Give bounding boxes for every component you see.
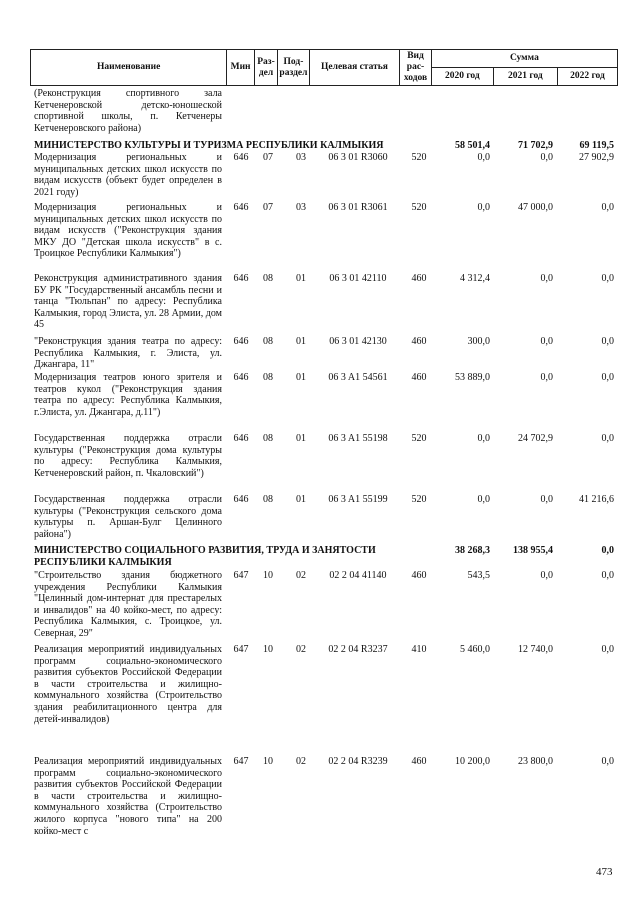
page-number: 473	[596, 866, 613, 878]
row-celevaya: 02 2 04 41140	[329, 570, 387, 581]
row-name: "Строительство здания бюджетного учреждения Республики Калмыкия "Целинный дом-интернат для престарелых и инвалидов" на 40 койко-мест, по адресу: Республика Калмыкия, с. Троицкое, ул. Северная, 29"	[34, 570, 222, 639]
row-min: 646	[233, 202, 249, 213]
row-vid: 520	[411, 494, 427, 505]
row-vid: 460	[411, 372, 427, 383]
row-podrazdel: 01	[296, 372, 306, 383]
row-min: 646	[233, 372, 249, 383]
row-min: 647	[233, 756, 249, 767]
row-name: Реализация мероприятий индивидуальных программ социально-экономического развития субъектов Российской Федерации в части строительства и жилищно-коммунального хозяйства (Строительство жилого корпуса "нового типа" на 200 койко-мест с	[34, 756, 222, 837]
row-celevaya: 06 3 01 42110	[329, 273, 387, 284]
sum-2020: 0,0	[477, 494, 490, 505]
row-name: Модернизация театров юного зрителя и театров кукол ("Реконструкция здания театра по адресу: Республика Калмыкия, г.Элиста, ул. Джангара, д.11")	[34, 372, 222, 418]
sum-2022: 0,0	[601, 202, 614, 213]
sum-2022: 41 216,6	[579, 494, 614, 505]
row-celevaya: 06 3 01 R3061	[328, 202, 388, 213]
row-podrazdel: 03	[296, 202, 306, 213]
sum-2022: 0,0	[601, 570, 614, 581]
row-vid: 520	[411, 152, 427, 163]
section-name: МИНИСТЕРСТВО СОЦИАЛЬНОГО РАЗВИТИЯ, ТРУДА И ЗАНЯТОСТИ РЕСПУБЛИКИ КАЛМЫКИЯ	[34, 545, 376, 568]
row-razdel: 08	[263, 372, 273, 383]
row-name: Государственная поддержка отрасли культуры ("Реконструкция дома культуры по адресу: Республика Калмыкия, Кетченеровский район, п. Чкаловский")	[34, 433, 222, 479]
sum-2021: 0,0	[540, 372, 553, 383]
row-vid: 460	[411, 336, 427, 347]
sum-2022: 0,0	[601, 372, 614, 383]
header-min: Мин	[227, 50, 254, 86]
sum-2020: 543,5	[467, 570, 490, 581]
section-name: МИНИСТЕРСТВО КУЛЬТУРЫ И ТУРИЗМА РЕСПУБЛИКИ КАЛМЫКИЯ	[34, 140, 384, 151]
row-razdel: 07	[263, 202, 273, 213]
sum-2021: 0,0	[540, 336, 553, 347]
row-podrazdel: 02	[296, 756, 306, 767]
header-2022: 2022 год	[557, 68, 617, 86]
row-podrazdel: 01	[296, 273, 306, 284]
header-summa: Сумма	[431, 50, 617, 68]
sum-2020: 0,0	[477, 152, 490, 163]
sum-2021: 0,0	[540, 152, 553, 163]
row-celevaya: 02 2 04 R3237	[328, 644, 388, 655]
row-podrazdel: 03	[296, 152, 306, 163]
row-vid: 460	[411, 570, 427, 581]
row-podrazdel: 01	[296, 336, 306, 347]
row-name: Реализация мероприятий индивидуальных программ социально-экономического развития субъектов Российской Федерации в части строительства и жилищно-коммунального хозяйства (Строительство здания реабилитационного центра для детей-инвалидов)	[34, 644, 222, 725]
row-celevaya: 06 3 01 R3060	[328, 152, 388, 163]
sum-2020: 5 460,0	[460, 644, 490, 655]
row-razdel: 07	[263, 152, 273, 163]
sum-2021: 0,0	[540, 494, 553, 505]
row-min: 647	[233, 644, 249, 655]
sum-2022: 69 119,5	[579, 140, 614, 151]
sum-2022: 0,0	[601, 336, 614, 347]
row-name: "Реконструкция здания театра по адресу: Республика Калмыкия, г. Элиста, ул. Джангара, 11"	[34, 336, 222, 371]
row-name: Государственная поддержка отрасли культуры ("Реконструкция сельского дома культуры п. Аршан-Булг Целинного района")	[34, 494, 222, 540]
row-min: 646	[233, 433, 249, 444]
row-celevaya: 06 3 01 42130	[329, 336, 387, 347]
row-min: 647	[233, 570, 249, 581]
row-razdel: 08	[263, 273, 273, 284]
row-vid: 520	[411, 202, 427, 213]
row-min: 646	[233, 336, 249, 347]
header-celevaya: Целевая статья	[309, 50, 400, 86]
sum-2021: 12 740,0	[518, 644, 553, 655]
row-min: 646	[233, 494, 249, 505]
row-name: Модернизация региональных и муниципальных детских школ искусств по видам искусств (объект будет определен в 2021 году)	[34, 152, 222, 198]
sum-2022: 0,0	[601, 545, 614, 556]
row-podrazdel: 01	[296, 494, 306, 505]
sum-2021: 0,0	[540, 570, 553, 581]
sum-2020: 0,0	[477, 202, 490, 213]
header-podrazdel: Под-раздел	[278, 50, 310, 86]
row-razdel: 08	[263, 494, 273, 505]
sum-2021: 23 800,0	[518, 756, 553, 767]
header-2020: 2020 год	[431, 68, 493, 86]
sum-2021: 24 702,9	[518, 433, 553, 444]
sum-2020: 4 312,4	[460, 273, 490, 284]
sum-2021: 47 000,0	[518, 202, 553, 213]
sum-2020: 300,0	[467, 336, 490, 347]
row-celevaya: 02 2 04 R3239	[328, 756, 388, 767]
sum-2020: 53 889,0	[455, 372, 490, 383]
row-razdel: 10	[263, 644, 273, 655]
row-name: Реконструкция административного здания БУ РК "Государственный ансамбль песни и танца "Тюльпан" по адресу: Республика Калмыкия, город Элиста, ул. 28 Армии, дом 45	[34, 273, 222, 331]
sum-2022: 27 902,9	[579, 152, 614, 163]
sum-2021: 138 955,4	[513, 545, 553, 556]
row-podrazdel: 02	[296, 644, 306, 655]
header-2021: 2021 год	[493, 68, 557, 86]
table-header	[30, 49, 618, 86]
row-razdel: 10	[263, 756, 273, 767]
sum-2022: 0,0	[601, 644, 614, 655]
header-name: Наименование	[31, 50, 227, 86]
row-razdel: 08	[263, 336, 273, 347]
row-celevaya: 06 3 A1 55199	[328, 494, 388, 505]
row-celevaya: 06 3 A1 55198	[328, 433, 388, 444]
header-razdel: Раз-дел	[254, 50, 277, 86]
sum-2020: 38 268,3	[455, 545, 490, 556]
row-vid: 520	[411, 433, 427, 444]
row-name: Модернизация региональных и муниципальных детских школ искусств по видам искусств ("Реконструкция здания МКУ ДО "Детская школа искусств" в с. Троицкое Республики Калмыкия")	[34, 202, 222, 260]
row-vid: 460	[411, 756, 427, 767]
sum-2021: 0,0	[540, 273, 553, 284]
row-min: 646	[233, 152, 249, 163]
row-podrazdel: 02	[296, 570, 306, 581]
row-vid: 460	[411, 273, 427, 284]
row-celevaya: 06 3 A1 54561	[328, 372, 388, 383]
sum-2020: 10 200,0	[455, 756, 490, 767]
sum-2022: 0,0	[601, 433, 614, 444]
sum-2020: 58 501,4	[455, 140, 490, 151]
sum-2022: 0,0	[601, 756, 614, 767]
row-razdel: 08	[263, 433, 273, 444]
row-razdel: 10	[263, 570, 273, 581]
header-vid: Вид рас-ходов	[400, 50, 432, 86]
row-podrazdel: 01	[296, 433, 306, 444]
sum-2021: 71 702,9	[518, 140, 553, 151]
row-name: (Реконструкция спортивного зала Кетченеровской детско-юношеской спортивной школы, п. Кетченеры Кетченеровского района)	[34, 88, 222, 134]
row-vid: 410	[411, 644, 427, 655]
sum-2020: 0,0	[477, 433, 490, 444]
sum-2022: 0,0	[601, 273, 614, 284]
row-min: 646	[233, 273, 249, 284]
